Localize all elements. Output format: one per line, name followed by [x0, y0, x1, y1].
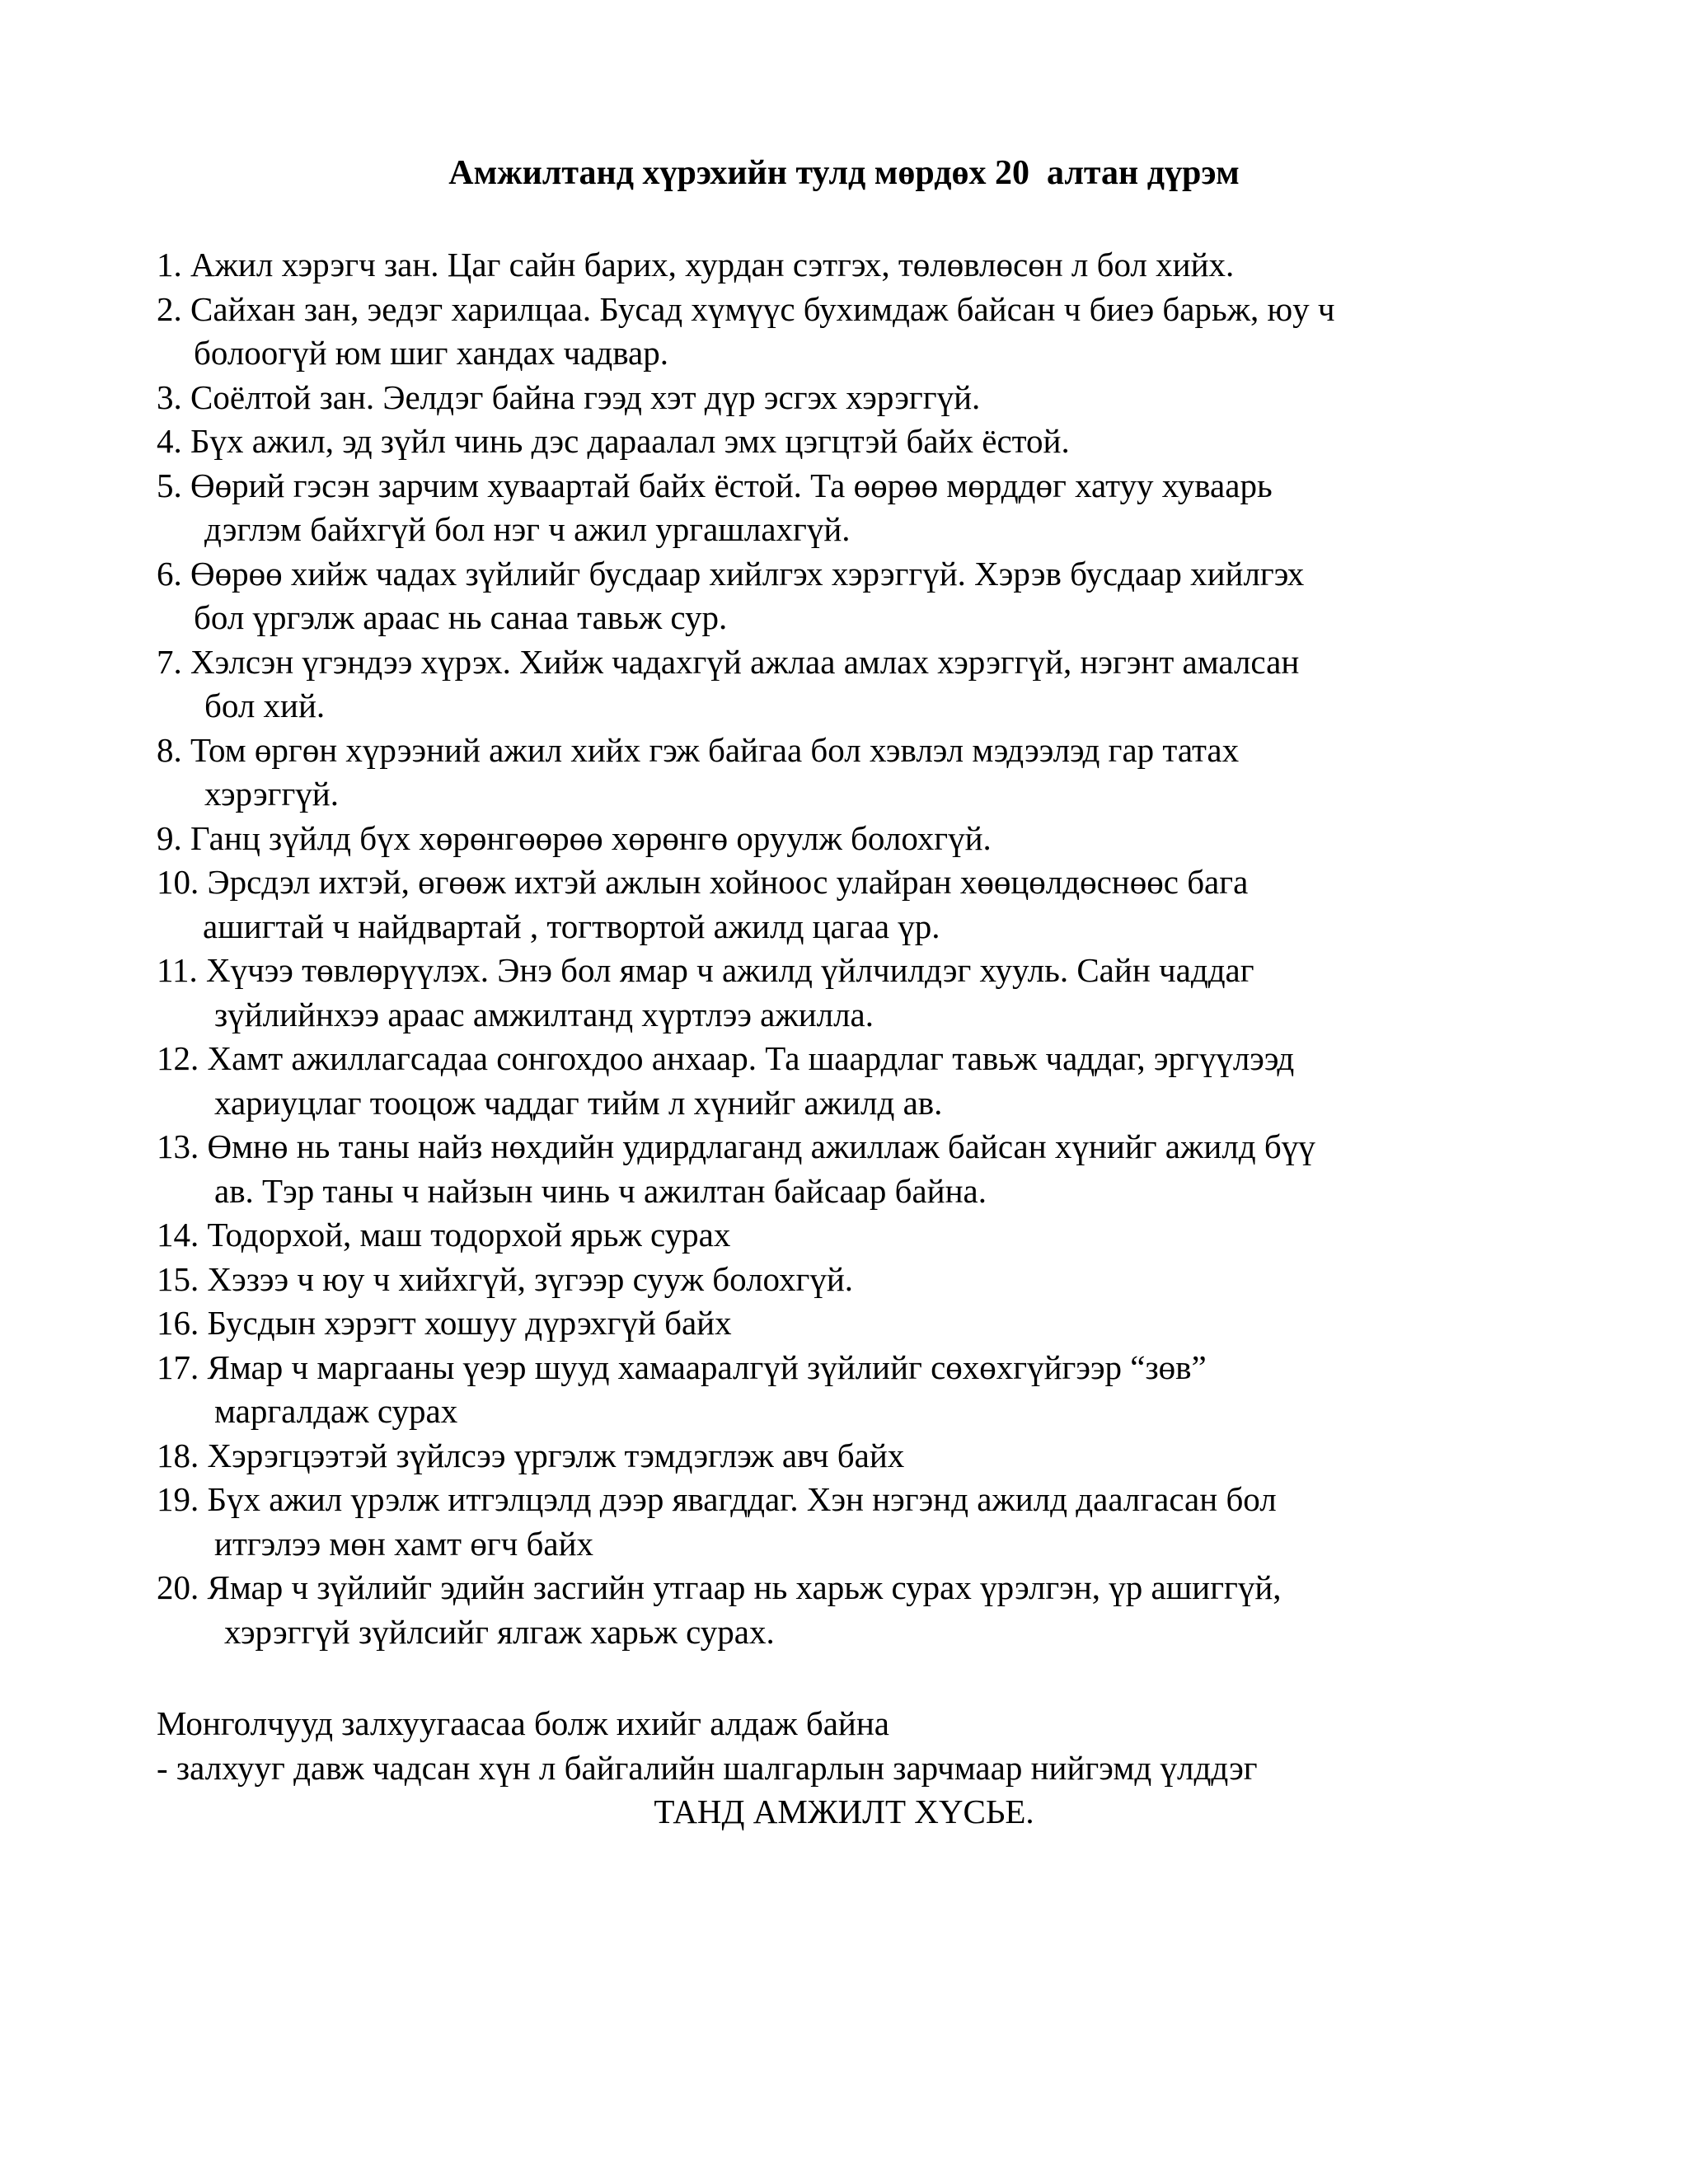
document-title: Амжилтанд хүрэхийн тулд мөрдөх 20 алтан дүрэм [448, 154, 1240, 192]
rule-text: Өөрөө хийж чадах зүйлийг бусдаар хийлгэх хэрэггүй. Хэрэв бусдаар хийлгэх [190, 554, 1305, 593]
rule-text-continued: ав. Тэр таны ч найзын чинь ч ажилтан байсаар байна. [214, 1171, 987, 1210]
rule-text: Ганц зүйлд бүх хөрөнгөөрөө хөрөнгө оруулж болохгүй. [190, 818, 992, 857]
rule-text: Өөрий гэсэн зарчим хуваартай байх ёстой. Та өөрөө мөрддөг хатуу хуваарь [190, 466, 1273, 504]
rule-number: 2. [157, 289, 182, 328]
rule-item [157, 1037, 1558, 1125]
rule-text-continued: бол үргэлж араас нь санаа тавьж сур. [194, 598, 728, 636]
rules-list [157, 243, 1558, 1654]
rule-text-continued: ашигтай ч найдвартай , тогтвортой ажилд цагаа үр. [203, 907, 940, 945]
rule-number: 16. [157, 1304, 199, 1342]
footer-note [157, 1702, 1640, 1790]
rule-text: Ажил хэрэгч зан. Цаг сайн барих, хурдан сэтгэх, төлөвлөсөн л бол хийх. [190, 246, 1235, 284]
rule-item [157, 376, 1558, 420]
rule-item [157, 464, 1558, 552]
rule-text: Соёлтой зан. Эелдэг байна гээд хэт дүр эсгэх хэрэггүй. [190, 377, 981, 416]
rule-text-continued: маргалдаж сурах [214, 1392, 458, 1430]
rule-number: 15. [157, 1259, 199, 1298]
rule-item [157, 1258, 1558, 1302]
rule-text: Том өргөн хүрээний ажил хийх гэж байгаа бол хэвлэл мэдээлэд гар татах [190, 730, 1240, 769]
rule-text-continued: зүйлийнхээ араас амжилтанд хүртлээ ажилла. [214, 995, 874, 1033]
footer-line-1: Монголчууд залхуугаасаа болж ихийг алдаж байна [157, 1704, 889, 1742]
footer-line-2: - залхууг давж чадсан хүн л байгалийн шалгарлын зарчмаар нийгэмд үлддэг [157, 1748, 1258, 1787]
rule-number: 11. [157, 951, 198, 989]
rule-number: 1. [157, 246, 182, 284]
rule-text: Хэрэгцээтэй зүйлсээ үргэлж тэмдэглэж авч байх [207, 1436, 905, 1474]
rule-text: Сайхан зан, эедэг харилцаа. Бусад хүмүүс бухимдаж байсан ч биеэ барьж, юу ч [190, 289, 1335, 328]
rule-item [157, 1213, 1558, 1258]
rule-text: Өмнө нь таны найз нөхдийн удирдлаганд ажиллаж байсан хүнийг ажилд бүү [207, 1127, 1315, 1165]
rule-item [157, 1125, 1558, 1213]
rule-item [157, 288, 1558, 376]
rule-item [157, 243, 1558, 288]
rule-item [157, 949, 1558, 1037]
rule-text: Бусдын хэрэгт хошуу дүрэхгүй байх [207, 1304, 732, 1342]
rule-number: 12. [157, 1039, 199, 1077]
rule-item [157, 552, 1558, 640]
rule-text: Бүх ажил, эд зүйл чинь дэс дараалал эмх цэгцтэй байх ёстой. [190, 422, 1070, 460]
rule-text: Ямар ч маргааны үеэр шууд хамааралгүй зүйлийг сөхөхгүйгээр “зөв” [207, 1347, 1207, 1386]
rule-number: 4. [157, 422, 182, 460]
rule-text-continued: хэрэггүй. [204, 775, 339, 813]
rule-text: Хэзээ ч юу ч хийхгүй, зүгээр сууж болохгүй. [207, 1259, 854, 1298]
rule-item [157, 1434, 1558, 1479]
rule-item [157, 1346, 1558, 1434]
rule-item [157, 1478, 1558, 1566]
rule-number: 7. [157, 642, 182, 681]
rule-item [157, 729, 1558, 817]
rule-number: 17. [157, 1347, 199, 1386]
rule-item [157, 640, 1558, 729]
rule-text: Бүх ажил үрэлж итгэлцэлд дээр явагддаг. Хэн нэгэнд ажилд даалгасан бол [207, 1480, 1277, 1518]
rule-number: 5. [157, 466, 182, 504]
rule-text: Хүчээ төвлөрүүлэх. Энэ бол ямар ч ажилд үйлчилдэг хууль. Сайн чаддаг [205, 951, 1254, 989]
rule-text: Тодорхой, маш тодорхой ярьж сурах [207, 1216, 731, 1254]
rule-number: 8. [157, 730, 182, 769]
rule-number: 13. [157, 1127, 199, 1165]
closing-wish: ТАНД АМЖИЛТ ХҮСЬЕ. [654, 1793, 1034, 1830]
rule-text-continued: бол хий. [204, 687, 326, 724]
rule-text: Хэлсэн үгэндээ хүрэх. Хийж чадахгүй ажлаа амлах хэрэггүй, нэгэнт амалсан [190, 642, 1300, 681]
rule-item [157, 1301, 1558, 1346]
rule-item [157, 860, 1558, 949]
rule-number: 3. [157, 377, 182, 416]
rule-item [157, 1566, 1558, 1654]
rule-text: Ямар ч зүйлийг эдийн засгийн утгаар нь харьж сурах үрэлгэн, үр ашиггүй, [207, 1568, 1282, 1606]
rule-text-continued: хэрэггүй зүйлсийг ялгаж харьж сурах. [224, 1612, 775, 1651]
rule-number: 19. [157, 1480, 199, 1518]
rule-number: 10. [157, 863, 199, 901]
rule-text: Хамт ажиллагсадаа сонгохдоо анхаар. Та шаардлаг тавьж чаддаг, эргүүлээд [207, 1039, 1295, 1077]
rule-number: 18. [157, 1436, 199, 1474]
rule-item [157, 419, 1558, 464]
rule-text-continued: итгэлээ мөн хамт өгч байх [214, 1524, 594, 1563]
rule-number: 9. [157, 818, 182, 857]
rule-text: Эрсдэл ихтэй, өгөөж ихтэй ажлын хойноос улайран хөөцөлдөснөөс бага [207, 863, 1249, 901]
rule-number: 20. [157, 1568, 199, 1606]
rule-number: 6. [157, 554, 182, 593]
rule-text-continued: хариуцлаг тооцож чаддаг тийм л хүнийг ажилд ав. [214, 1083, 943, 1122]
rule-text-continued: дэглэм байхгүй бол нэг ч ажил ургашлахгүй. [204, 510, 851, 548]
rule-text-continued: болоогүй юм шиг хандах чадвар. [194, 334, 669, 372]
rule-item [157, 817, 1558, 861]
rule-number: 14. [157, 1216, 199, 1254]
